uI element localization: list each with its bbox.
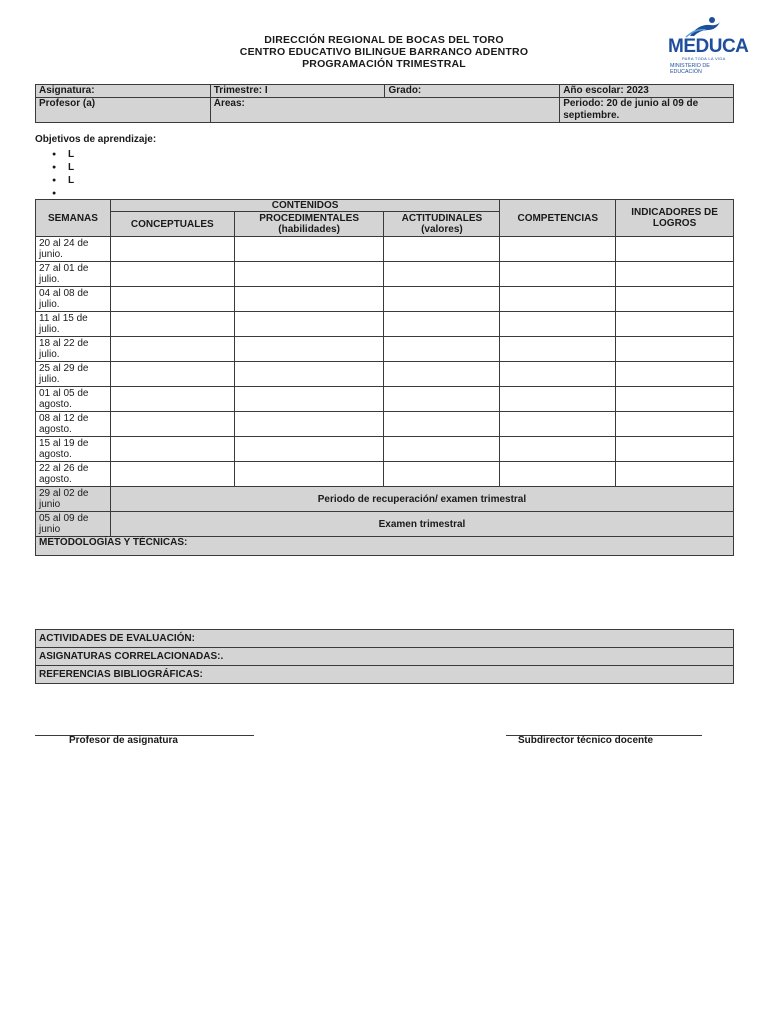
actitudinales-header (384, 212, 500, 237)
week-range: 11 al 15 de (39, 313, 88, 324)
procedimentales-cell[interactable] (234, 387, 384, 412)
week-month: junio (39, 524, 61, 535)
week-cell (36, 512, 111, 537)
periodo-label[interactable]: Periodo: 20 de junio al 09 de septiembre. (560, 98, 734, 123)
asignaturas-correlacionadas-row[interactable]: ASIGNATURAS CORRELACIONADAS:. (36, 648, 734, 666)
actitudinales-cell[interactable] (384, 312, 500, 337)
week-month: junio. (39, 249, 63, 260)
week-row (36, 312, 734, 337)
conceptuales-cell[interactable] (110, 362, 234, 387)
conceptuales-cell[interactable] (110, 337, 234, 362)
areas-label[interactable]: Áreas: (210, 98, 559, 123)
week-cell (36, 337, 111, 362)
week-month: agosto. (39, 424, 72, 435)
week-cell (36, 412, 111, 437)
week-rows (36, 237, 734, 487)
objective-text: L (68, 162, 75, 173)
week-month: julio. (39, 374, 60, 385)
indicadores-cell[interactable] (616, 312, 734, 337)
week-range: 27 al 01 de (39, 263, 89, 274)
referencias-bibliograficas-row[interactable]: REFERENCIAS BIBLIOGRÁFICAS: (36, 666, 734, 684)
week-month: agosto. (39, 399, 72, 410)
competencias-cell[interactable] (500, 362, 616, 387)
conceptuales-header: CONCEPTUALES (110, 212, 234, 237)
competencias-cell[interactable] (500, 387, 616, 412)
recovery-period-cell: Periodo de recuperación/ examen trimestral (110, 487, 733, 512)
actitudinales-cell[interactable] (384, 287, 500, 312)
logo-tagline: PARA TODA LA VIDA (682, 56, 726, 61)
header-line-1: DIRECCIÓN REGIONAL DE BOCAS DEL TORO (264, 34, 504, 46)
objective-item[interactable] (52, 161, 74, 174)
planning-table (35, 199, 734, 556)
evaluation-table (35, 629, 734, 684)
week-range: 15 al 19 de (39, 438, 89, 449)
asignatura-label[interactable]: Asignatura: (36, 85, 211, 98)
conceptuales-cell[interactable] (110, 262, 234, 287)
actitudinales-cell[interactable] (384, 387, 500, 412)
indicadores-cell[interactable] (616, 287, 734, 312)
week-row (36, 237, 734, 262)
competencias-cell[interactable] (500, 312, 616, 337)
week-month: junio (39, 499, 61, 510)
conceptuales-cell[interactable] (110, 312, 234, 337)
procedimentales-cell[interactable] (234, 412, 384, 437)
week-row (36, 362, 734, 387)
indicadores-cell[interactable] (616, 362, 734, 387)
conceptuales-cell[interactable] (110, 462, 234, 487)
actitudinales-title: ACTITUDINALES (401, 213, 483, 224)
indicadores-cell[interactable] (616, 387, 734, 412)
signature-label-left: Profesor de asignatura (69, 735, 178, 746)
actitudinales-cell[interactable] (384, 437, 500, 462)
procedimentales-cell[interactable] (234, 312, 384, 337)
week-row (36, 262, 734, 287)
competencias-cell[interactable] (500, 437, 616, 462)
indicadores-cell[interactable] (616, 262, 734, 287)
indicadores-cell[interactable] (616, 337, 734, 362)
competencias-cell[interactable] (500, 462, 616, 487)
indicadores-cell[interactable] (616, 237, 734, 262)
week-range: 20 al 24 de (39, 238, 89, 249)
week-cell (36, 237, 111, 262)
indicadores-cell[interactable] (616, 412, 734, 437)
week-range: 29 al 02 de (39, 488, 89, 499)
week-range: 01 al 05 de (39, 388, 89, 399)
objective-text: L (68, 175, 75, 186)
week-month: julio. (39, 299, 60, 310)
contenidos-header: CONTENIDOS (110, 200, 499, 212)
procedimentales-cell[interactable] (234, 237, 384, 262)
week-row (36, 337, 734, 362)
competencias-cell[interactable] (500, 262, 616, 287)
week-cell (36, 362, 111, 387)
week-cell (36, 312, 111, 337)
week-cell (36, 462, 111, 487)
procedimentales-cell[interactable] (234, 362, 384, 387)
week-row (36, 412, 734, 437)
week-cell (36, 487, 111, 512)
competencias-cell[interactable] (500, 412, 616, 437)
metodologias-row[interactable]: METODOLOGÍAS Y TÉCNICAS: (36, 537, 734, 556)
objectives-title: Objetivos de aprendizaje: (35, 134, 157, 145)
week-month: agosto. (39, 449, 72, 460)
procedimentales-subtitle: (habilidades) (278, 224, 340, 235)
objectives-list (52, 148, 74, 200)
conceptuales-cell[interactable] (110, 387, 234, 412)
objective-text: L (68, 149, 75, 160)
conceptuales-cell[interactable] (110, 437, 234, 462)
procedimentales-header (234, 212, 384, 237)
anio-escolar-label[interactable]: Año escolar: 2023 (560, 85, 734, 98)
logo-ministry: MINISTERIO DE EDUCACIÓN (670, 63, 710, 75)
procedimentales-cell[interactable] (234, 287, 384, 312)
week-cell (36, 287, 111, 312)
week-cell (36, 387, 111, 412)
exam-cell: Examen trimestral (110, 512, 733, 537)
objective-item[interactable] (52, 148, 74, 161)
procedimentales-cell[interactable] (234, 462, 384, 487)
logo-wordmark: MEDUCA (668, 36, 749, 57)
actitudinales-subtitle: (valores) (421, 224, 463, 235)
trimestre-label[interactable]: Trimestre: I (210, 85, 385, 98)
indicadores-cell[interactable] (616, 437, 734, 462)
conceptuales-cell[interactable] (110, 412, 234, 437)
week-month: julio. (39, 349, 60, 360)
actividades-evaluacion-row[interactable]: ACTIVIDADES DE EVALUACIÓN: (36, 630, 734, 648)
header-line-3: PROGRAMACIÓN TRIMESTRAL (302, 58, 466, 70)
conceptuales-cell[interactable] (110, 287, 234, 312)
week-row (36, 387, 734, 412)
week-range: 05 al 09 de (39, 513, 89, 524)
week-cell (36, 262, 111, 287)
procedimentales-cell[interactable] (234, 262, 384, 287)
semanas-header: SEMANAS (36, 200, 111, 237)
actitudinales-cell[interactable] (384, 262, 500, 287)
week-range: 25 al 29 de (39, 363, 89, 374)
week-range: 04 al 08 de (39, 288, 89, 299)
week-range: 18 al 22 de (39, 338, 89, 349)
profesor-label[interactable]: Profesor (a) (36, 98, 211, 123)
procedimentales-title: PROCEDIMENTALES (259, 213, 360, 224)
week-month: julio. (39, 324, 60, 335)
objective-item[interactable] (52, 174, 74, 187)
meduca-figure-icon (684, 16, 724, 38)
competencias-cell[interactable] (500, 337, 616, 362)
indicadores-cell[interactable] (616, 462, 734, 487)
procedimentales-cell[interactable] (234, 337, 384, 362)
info-table (35, 84, 734, 123)
competencias-header: COMPETENCIAS (500, 200, 616, 237)
week-month: julio. (39, 274, 60, 285)
week-range: 08 al 12 de (39, 413, 89, 424)
competencias-cell[interactable] (500, 287, 616, 312)
week-row (36, 462, 734, 487)
header-line-2: CENTRO EDUCATIVO BILINGUE BARRANCO ADENTRO (239, 46, 529, 58)
week-row (36, 287, 734, 312)
actitudinales-cell[interactable] (384, 337, 500, 362)
actitudinales-cell[interactable] (384, 237, 500, 262)
week-month: agosto. (39, 474, 72, 485)
actitudinales-cell[interactable] (384, 362, 500, 387)
conceptuales-cell[interactable] (110, 237, 234, 262)
actitudinales-cell[interactable] (384, 462, 500, 487)
procedimentales-cell[interactable] (234, 437, 384, 462)
competencias-cell[interactable] (500, 237, 616, 262)
signature-label-right: Subdirector técnico docente (518, 735, 654, 746)
week-cell (36, 437, 111, 462)
indicadores-header: INDICADORES DE LOGROS (616, 200, 734, 237)
week-range: 22 al 26 de (39, 463, 89, 474)
meduca-logo (668, 16, 749, 75)
grado-label[interactable]: Grado: (385, 85, 560, 98)
week-row (36, 437, 734, 462)
actitudinales-cell[interactable] (384, 412, 500, 437)
